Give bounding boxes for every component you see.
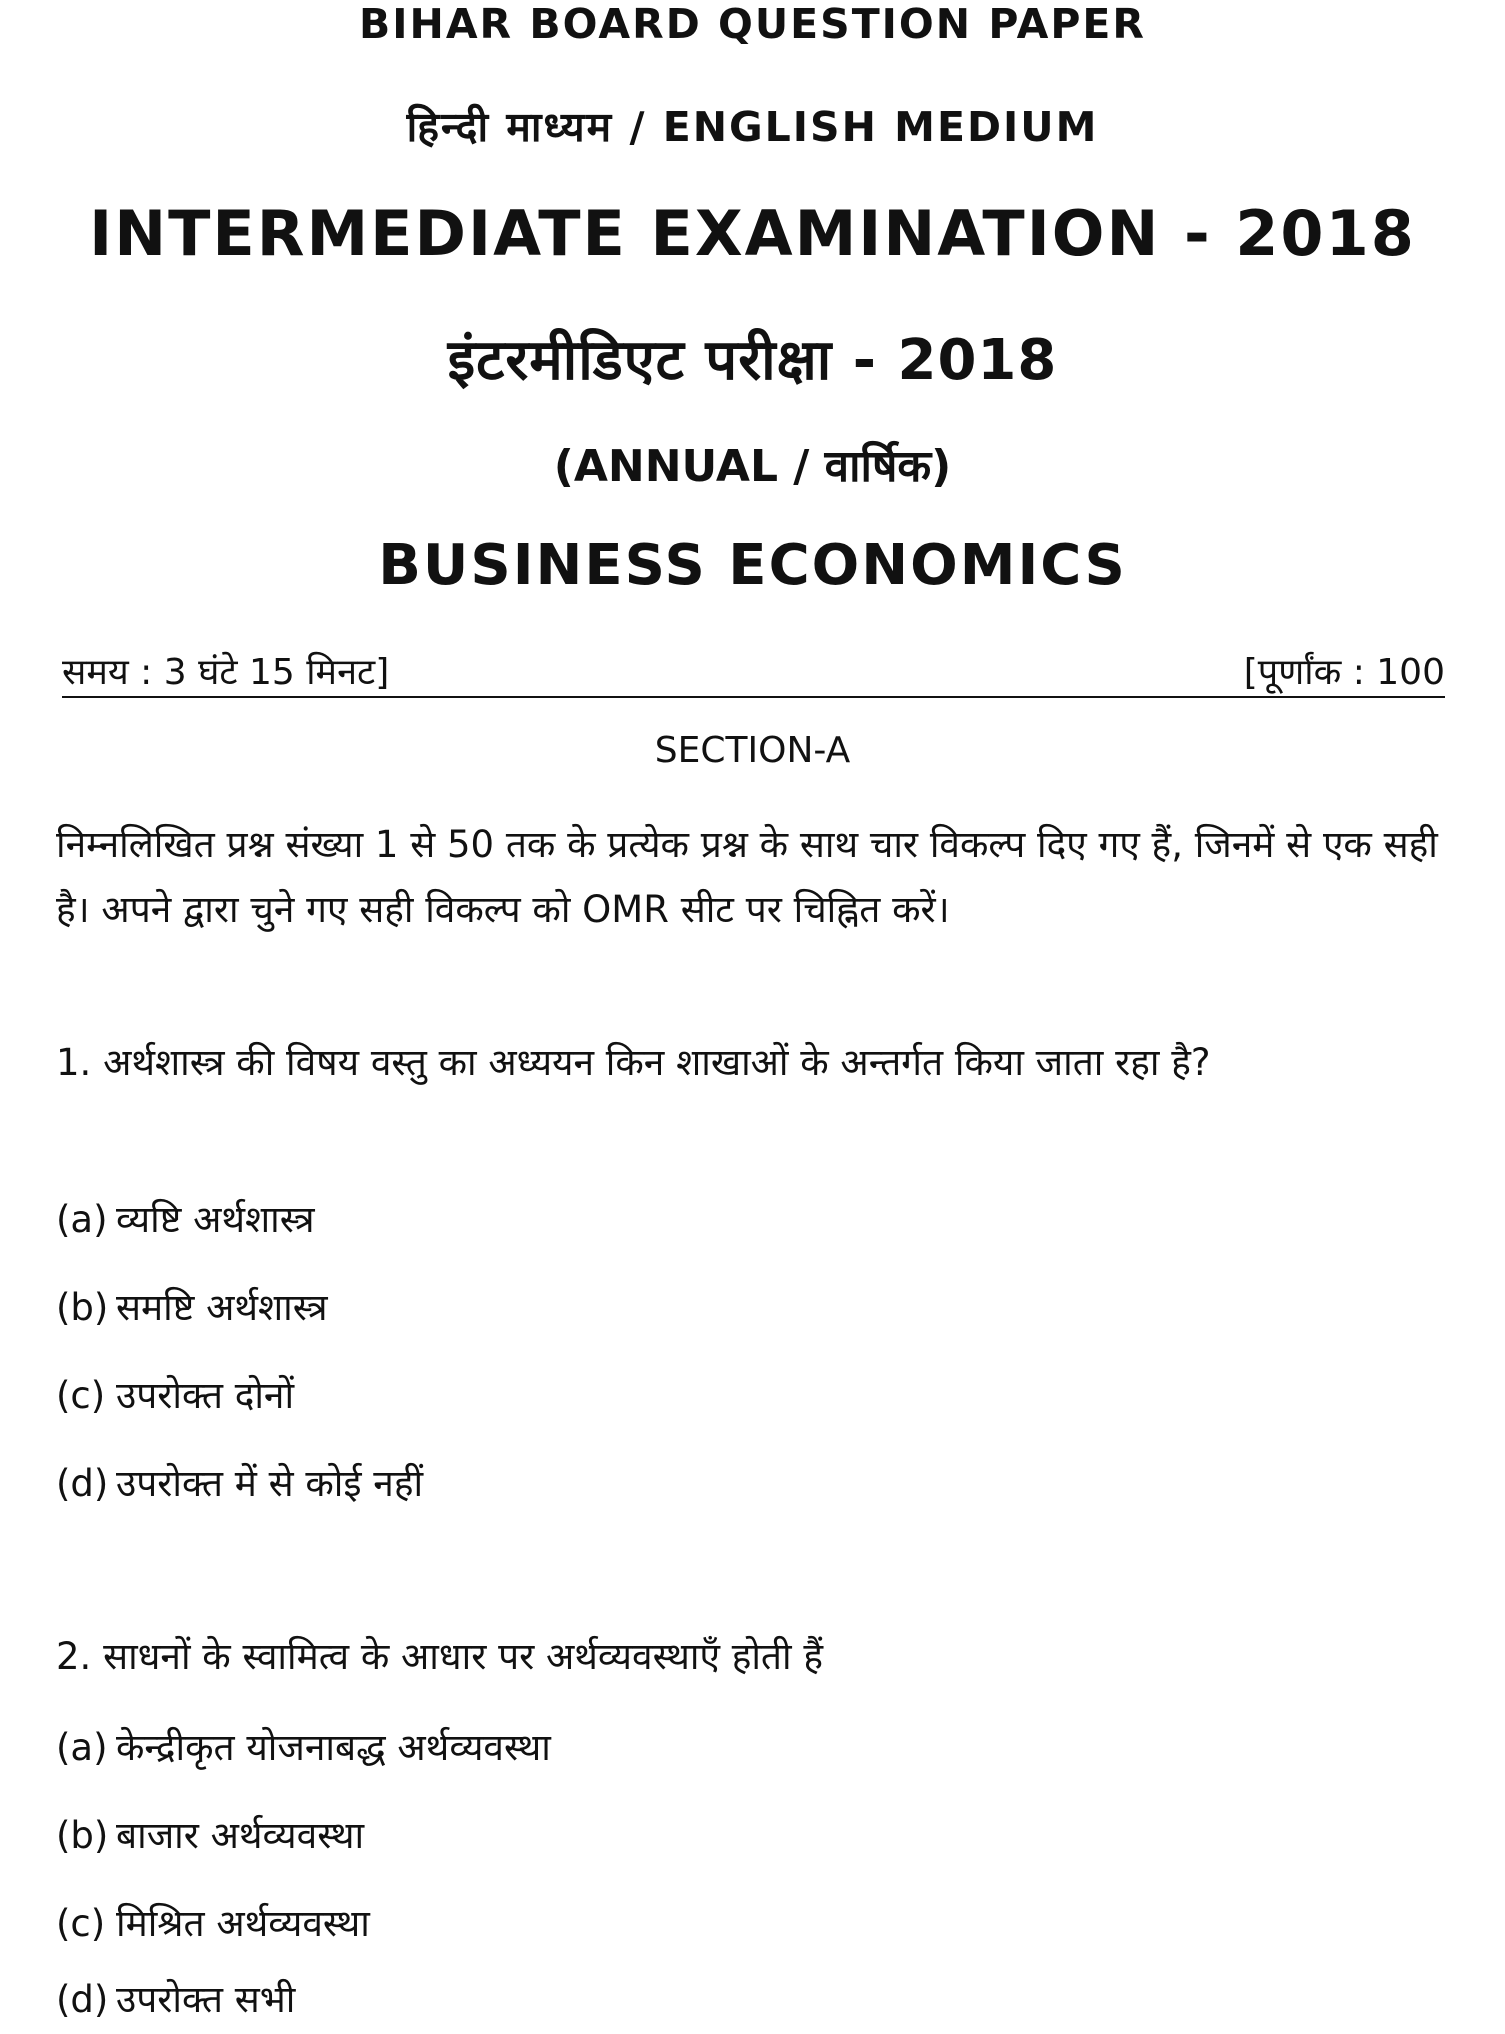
option-text: उपरोक्त में से कोई नहीं [116, 1462, 424, 1505]
option-label: (d) [56, 1978, 109, 2021]
question-1-text: 1. अर्थशास्त्र की विषय वस्तु का अध्ययन किन शाखाओं के अन्तर्गत किया जाता रहा है? [56, 1041, 1211, 1084]
section-title: SECTION-A [654, 730, 851, 771]
section-instruction: निम्नलिखित प्रश्न संख्या 1 से 50 तक के प्रत्येक प्रश्न के साथ चार विकल्प दिए गए हैं, जिनमें से एक सही है। अपने द्वारा चुने गए सही विकल्प को OMR सीट पर चिह्नित करें। [56, 823, 1438, 931]
option-label: (b) [56, 1286, 109, 1329]
subject-title: BUSINESS ECONOMICS [378, 533, 1127, 598]
option-label: (c) [56, 1374, 106, 1417]
question-2-option-a [56, 1720, 551, 1771]
option-text: उपरोक्त दोनों [116, 1374, 295, 1417]
option-label: (c) [56, 1902, 106, 1945]
full-marks: [पूर्णांक : 100 [1243, 652, 1445, 693]
board-title: BIHAR BOARD QUESTION PAPER [359, 0, 1146, 48]
exam-title-hindi: इंटरमीडिएट परीक्षा - 2018 [447, 328, 1058, 393]
time-marks-row [62, 646, 1445, 698]
option-text: केन्द्रीकृत योजनाबद्ध अर्थव्यवस्था [116, 1726, 551, 1769]
question-1-option-b [56, 1280, 328, 1331]
question-2-text: 2. साधनों के स्वामित्व के आधार पर अर्थव्यवस्थाएँ होती हैं [56, 1635, 824, 1678]
option-text: व्यष्टि अर्थशास्त्र [116, 1198, 315, 1241]
option-text: समष्टि अर्थशास्त्र [116, 1286, 328, 1329]
option-text: मिश्रित अर्थव्यवस्था [116, 1902, 370, 1945]
exam-title-english: INTERMEDIATE EXAMINATION - 2018 [89, 197, 1416, 270]
option-text: उपरोक्त सभी [116, 1978, 296, 2021]
question-1-option-a [56, 1192, 315, 1243]
question-1-option-d [56, 1456, 423, 1507]
option-label: (b) [56, 1814, 109, 1857]
time-allowed: समय : 3 घंटे 15 मिनट] [62, 652, 390, 693]
question-2-option-c [56, 1896, 370, 1947]
question-2-option-b [56, 1808, 364, 1859]
option-label: (a) [56, 1198, 108, 1241]
medium-line: हिन्दी माध्यम / ENGLISH MEDIUM [406, 103, 1099, 151]
question-2-option-d [56, 1972, 295, 2023]
option-label: (d) [56, 1462, 109, 1505]
session-line: (ANNUAL / वार्षिक) [553, 441, 952, 492]
option-label: (a) [56, 1726, 108, 1769]
question-1-option-c [56, 1368, 294, 1419]
option-text: बाजार अर्थव्यवस्था [116, 1814, 365, 1857]
